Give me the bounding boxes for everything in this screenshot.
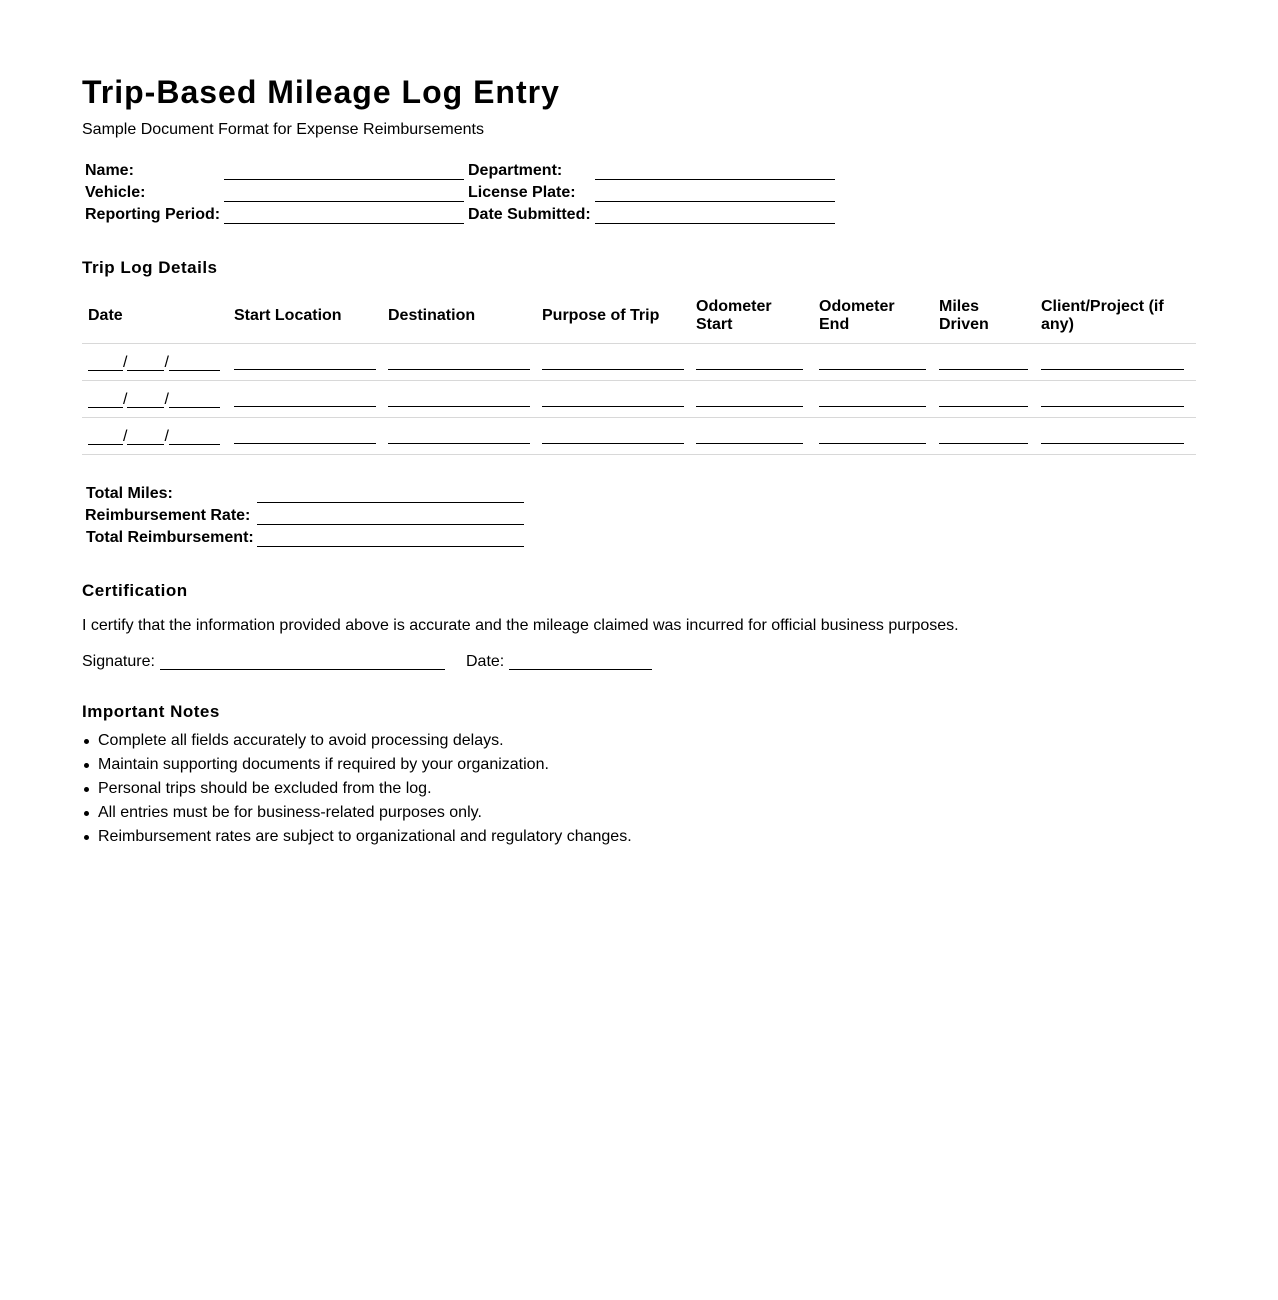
signature-field[interactable] — [160, 669, 445, 670]
table-row — [82, 381, 1196, 418]
reimbursement-rate-field[interactable] — [257, 524, 524, 525]
purpose-field[interactable] — [542, 443, 684, 444]
column-header-odometer-end: Odometer End — [819, 298, 895, 333]
odometer-end-field[interactable] — [819, 406, 926, 407]
column-header-purpose: Purpose of Trip — [542, 307, 660, 324]
reporting-period-field[interactable] — [224, 223, 464, 224]
reimbursement-rate-label: Reimbursement Rate: — [85, 507, 251, 524]
start-location-field[interactable] — [234, 369, 376, 370]
vehicle-field[interactable] — [224, 201, 464, 202]
totals-row — [85, 529, 545, 551]
odometer-end-field[interactable] — [819, 443, 926, 444]
table-row — [82, 418, 1196, 455]
date-field[interactable]: / / — [88, 427, 220, 445]
destination-field[interactable] — [388, 369, 530, 370]
info-row — [85, 184, 845, 206]
destination-field[interactable] — [388, 443, 530, 444]
info-fields — [85, 162, 845, 228]
info-row — [85, 162, 845, 184]
list-item: Maintain supporting documents if required by your organization. — [82, 754, 632, 778]
department-label: Department: — [468, 162, 563, 179]
destination-field[interactable] — [388, 406, 530, 407]
miles-driven-field[interactable] — [939, 369, 1028, 370]
name-label: Name: — [85, 162, 134, 179]
reporting-period-label: Reporting Period: — [85, 206, 221, 223]
signature-date-field[interactable] — [509, 669, 652, 670]
odometer-start-field[interactable] — [696, 369, 803, 370]
date-field[interactable]: / / — [88, 390, 220, 408]
total-reimbursement-label: Total Reimbursement: — [86, 529, 254, 546]
totals-row — [85, 485, 545, 507]
date-submitted-field[interactable] — [595, 223, 835, 224]
start-location-field[interactable] — [234, 443, 376, 444]
certification-heading: Certification — [82, 581, 188, 600]
purpose-field[interactable] — [542, 406, 684, 407]
client-project-field[interactable] — [1041, 406, 1184, 407]
notes-heading: Important Notes — [82, 702, 220, 721]
date-label: Date: — [466, 653, 505, 670]
column-header-miles-driven: Miles Driven — [939, 298, 989, 333]
signature-label: Signature: — [82, 653, 155, 670]
client-project-field[interactable] — [1041, 443, 1184, 444]
certification-statement: I certify that the information provided above is accurate and the mileage claimed was incurred for official business purposes. — [82, 617, 959, 634]
list-item: Complete all fields accurately to avoid processing delays. — [82, 730, 632, 754]
date-submitted-label: Date Submitted: — [468, 206, 591, 223]
column-header-odometer-start: Odometer Start — [696, 298, 772, 333]
miles-driven-field[interactable] — [939, 443, 1028, 444]
list-item: Personal trips should be excluded from the log. — [82, 778, 632, 802]
odometer-start-field[interactable] — [696, 443, 803, 444]
column-header-client-project: Client/Project (if any) — [1041, 298, 1164, 333]
page-subtitle: Sample Document Format for Expense Reimbursements — [82, 121, 484, 138]
column-header-destination: Destination — [388, 307, 476, 324]
total-miles-field[interactable] — [257, 502, 524, 503]
vehicle-label: Vehicle: — [85, 184, 146, 201]
date-field[interactable]: / / — [88, 353, 220, 371]
purpose-field[interactable] — [542, 369, 684, 370]
license-plate-label: License Plate: — [468, 184, 576, 201]
license-plate-field[interactable] — [595, 201, 835, 202]
odometer-start-field[interactable] — [696, 406, 803, 407]
miles-driven-field[interactable] — [939, 406, 1028, 407]
name-field[interactable] — [224, 179, 464, 180]
page-title: Trip-Based Mileage Log Entry — [82, 74, 560, 110]
odometer-end-field[interactable] — [819, 369, 926, 370]
column-header-date: Date — [88, 307, 123, 324]
list-item: All entries must be for business-related purposes only. — [82, 802, 632, 826]
trip-log-table — [82, 294, 1196, 455]
trip-log-heading: Trip Log Details — [82, 258, 218, 277]
table-row — [82, 344, 1196, 381]
start-location-field[interactable] — [234, 406, 376, 407]
totals-row — [85, 507, 545, 529]
department-field[interactable] — [595, 179, 835, 180]
total-miles-label: Total Miles: — [86, 485, 173, 502]
total-reimbursement-field[interactable] — [257, 546, 524, 547]
column-header-start-location: Start Location — [234, 307, 342, 324]
totals-section — [85, 485, 545, 551]
table-header — [82, 294, 1196, 344]
info-row — [85, 206, 845, 228]
notes-list — [82, 730, 632, 850]
list-item: Reimbursement rates are subject to organizational and regulatory changes. — [82, 826, 632, 850]
client-project-field[interactable] — [1041, 369, 1184, 370]
